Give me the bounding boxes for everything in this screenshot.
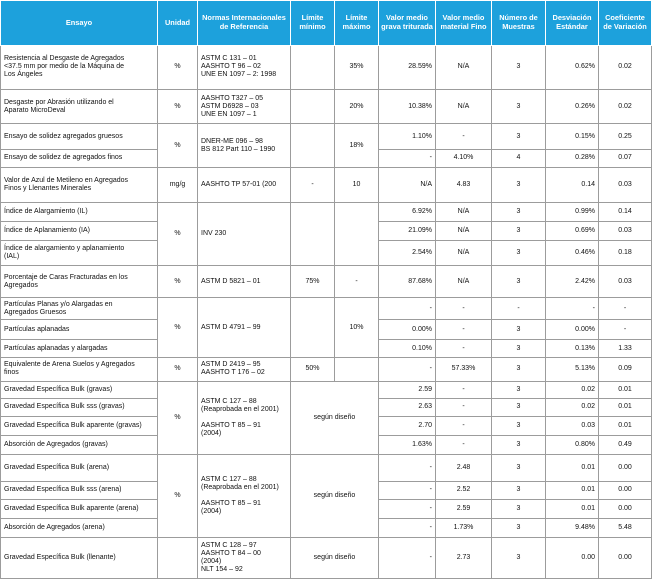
- fino-value-cell: -: [436, 398, 492, 416]
- table-row: [1, 168, 652, 203]
- text-line: Porcentaje de Caras Fracturadas en los: [4, 273, 128, 281]
- desviacion-value-cell: 0.01: [546, 481, 599, 499]
- text-line: <37.5 mm por medio de la Máquina de: [4, 63, 125, 71]
- text-line: Gravedad Específica Bulk aparente (gravas): [4, 421, 142, 429]
- grava-value-cell: -: [379, 481, 436, 499]
- text-line: Desgaste por Abrasión utilizando el: [4, 98, 114, 106]
- ensayo-cell: [1, 518, 158, 538]
- text-line: UNE EN 1097 – 2: 1998: [201, 71, 277, 79]
- text-line: Ensayo de solidez de agregados finos: [4, 154, 123, 162]
- muestras-value-cell: 3: [492, 435, 546, 455]
- text-line: Partículas Planas y/o Alargadas en: [4, 300, 113, 308]
- coeficiente-value-cell: 0.00: [599, 538, 652, 579]
- ensayo-cell: [1, 298, 158, 320]
- fino-value-cell: N/A: [436, 240, 492, 265]
- grava-value-cell: 2.70: [379, 417, 436, 435]
- text-line: AASHTO TP 57-01 (200: [201, 180, 277, 188]
- coeficiente-value-cell: 1.33: [599, 340, 652, 358]
- fino-value-cell: 57.33%: [436, 358, 492, 381]
- table-row: [1, 46, 652, 90]
- fino-value-cell: 2.52: [436, 481, 492, 499]
- limite-min-cell: 75%: [291, 266, 335, 298]
- muestras-value-cell: 3: [492, 340, 546, 358]
- coeficiente-value-cell: 0.03: [599, 266, 652, 298]
- table-row: [1, 538, 652, 579]
- text-line: DNER-ME 096 – 98: [201, 137, 263, 145]
- col-header-normas: Normas Internacionales de Referencia: [198, 1, 291, 46]
- grava-value-cell: 0.00%: [379, 320, 436, 340]
- desviacion-value-cell: 0.14: [546, 168, 599, 203]
- coeficiente-value-cell: 0.18: [599, 240, 652, 265]
- text-line: Agregados: [4, 281, 38, 289]
- muestras-value-cell: 3: [492, 240, 546, 265]
- grava-value-cell: 2.63: [379, 398, 436, 416]
- coeficiente-value-cell: -: [599, 298, 652, 320]
- desviacion-value-cell: 0.28%: [546, 149, 599, 167]
- muestras-value-cell: 3: [492, 358, 546, 381]
- limite-min-cell: [291, 298, 335, 358]
- text-line: Gravedad Específica Bulk (arena): [4, 464, 110, 471]
- fino-value-cell: 1.73%: [436, 518, 492, 538]
- unidad-cell: %: [158, 266, 198, 298]
- normas-cell: [198, 455, 291, 538]
- desviacion-value-cell: 0.01: [546, 500, 599, 518]
- limite-max-cell: 10%: [335, 298, 379, 358]
- text-line: AASHTO T 85 – 91: [201, 500, 261, 508]
- desviacion-value-cell: 0.80%: [546, 435, 599, 455]
- fino-value-cell: -: [436, 320, 492, 340]
- text-line: AASHTO T 96 – 02: [201, 63, 261, 71]
- text-line: AASHTO T 84 – 00: [201, 550, 261, 558]
- col-header-coeficiente: Coeficiente de Variación: [599, 1, 652, 46]
- text-line: (Reaprobada en el 2001): [201, 484, 279, 492]
- fino-value-cell: N/A: [436, 202, 492, 222]
- limites-cell: según diseño: [291, 455, 379, 538]
- normas-cell: [198, 46, 291, 90]
- text-line: Gravedad Específica Bulk aparente (arena): [4, 504, 139, 512]
- fino-value-cell: -: [436, 417, 492, 435]
- text-line: Agregados Gruesos: [4, 308, 67, 316]
- text-line: Absorción de Agregados (arena): [4, 523, 105, 531]
- col-header-grava: Valor medio grava triturada: [379, 1, 436, 46]
- ensayo-cell: [1, 358, 158, 381]
- table-body: [1, 46, 652, 579]
- unidad-cell: %: [158, 46, 198, 90]
- muestras-value-cell: 3: [492, 124, 546, 149]
- grava-value-cell: 6.92%: [379, 202, 436, 222]
- grava-value-cell: -: [379, 518, 436, 538]
- coeficiente-value-cell: 0.25: [599, 124, 652, 149]
- coeficiente-value-cell: 0.02: [599, 46, 652, 90]
- muestras-value-cell: 3: [492, 266, 546, 298]
- coeficiente-value-cell: 0.09: [599, 358, 652, 381]
- muestras-value-cell: 3: [492, 481, 546, 499]
- fino-value-cell: -: [436, 381, 492, 398]
- text-line: INV 230: [201, 229, 227, 237]
- coeficiente-value-cell: 0.02: [599, 89, 652, 124]
- limite-max-cell: -: [335, 266, 379, 298]
- grava-value-cell: 10.38%: [379, 89, 436, 124]
- normas-cell: [198, 89, 291, 124]
- coeficiente-value-cell: 0.00: [599, 500, 652, 518]
- text-line: Equivalente de Arena Suelos y Agregados: [4, 361, 135, 369]
- ensayo-cell: [1, 398, 158, 416]
- ensayo-cell: [1, 202, 158, 222]
- limite-min-cell: [291, 89, 335, 124]
- desviacion-value-cell: 0.26%: [546, 89, 599, 124]
- text-line: (IAL): [4, 252, 20, 260]
- normas-cell: [198, 202, 291, 265]
- text-line: ASTM D6928 – 03: [201, 102, 259, 110]
- unidad-cell: [158, 538, 198, 579]
- ensayo-cell: [1, 46, 158, 90]
- table-row: [1, 298, 652, 320]
- coeficiente-value-cell: 0.49: [599, 435, 652, 455]
- col-header-desviacion: Desviación Estándar: [546, 1, 599, 46]
- col-header-limite-max: Límite máximo: [335, 1, 379, 46]
- text-line: Gravedad Específica Bulk sss (gravas): [4, 403, 125, 411]
- ensayo-cell: [1, 320, 158, 340]
- text-line: Finos y Llenantes Minerales: [4, 184, 92, 192]
- fino-value-cell: -: [436, 435, 492, 455]
- grava-value-cell: -: [379, 298, 436, 320]
- normas-cell: [198, 358, 291, 381]
- grava-value-cell: 2.59: [379, 381, 436, 398]
- text-line: Absorción de Agregados (gravas): [4, 440, 108, 448]
- fino-value-cell: 4.83: [436, 168, 492, 203]
- limite-max-cell: 35%: [335, 46, 379, 90]
- text-line: Índice de alargamiento y aplanamiento: [4, 244, 125, 252]
- desviacion-value-cell: 9.48%: [546, 518, 599, 538]
- text-line: Los Ángeles: [4, 71, 43, 79]
- ensayo-cell: [1, 417, 158, 435]
- text-line: Partículas aplanadas y alargadas: [4, 344, 108, 352]
- grava-value-cell: 87.68%: [379, 266, 436, 298]
- desviacion-value-cell: 0.02: [546, 381, 599, 398]
- coeficiente-value-cell: 0.01: [599, 381, 652, 398]
- text-line: (2004): [201, 558, 222, 566]
- coeficiente-value-cell: 0.00: [599, 455, 652, 482]
- muestras-value-cell: 3: [492, 417, 546, 435]
- grava-value-cell: 1.63%: [379, 435, 436, 455]
- desviacion-value-cell: 2.42%: [546, 266, 599, 298]
- fino-value-cell: -: [436, 124, 492, 149]
- grava-value-cell: 1.10%: [379, 124, 436, 149]
- fino-value-cell: 2.73: [436, 538, 492, 579]
- text-line: Ensayo de solidez agregados gruesos: [4, 132, 123, 140]
- ensayo-cell: [1, 455, 158, 482]
- muestras-value-cell: 3: [492, 46, 546, 90]
- coeficiente-value-cell: 0.03: [599, 222, 652, 240]
- limite-max-cell: 20%: [335, 89, 379, 124]
- unidad-cell: %: [158, 358, 198, 381]
- text-line: Partículas aplanadas: [4, 325, 70, 333]
- normas-cell: [198, 298, 291, 358]
- muestras-value-cell: 3: [492, 538, 546, 579]
- ensayo-cell: [1, 381, 158, 398]
- normas-cell: [198, 168, 291, 203]
- fino-value-cell: 2.59: [436, 500, 492, 518]
- desviacion-value-cell: 0.69%: [546, 222, 599, 240]
- desviacion-value-cell: 0.01: [546, 455, 599, 482]
- limite-min-cell: -: [291, 168, 335, 203]
- ensayo-cell: [1, 340, 158, 358]
- unidad-cell: %: [158, 202, 198, 265]
- grava-value-cell: -: [379, 358, 436, 381]
- normas-cell: [198, 538, 291, 579]
- ensayo-cell: [1, 435, 158, 455]
- ensayo-cell: [1, 481, 158, 499]
- muestras-value-cell: 3: [492, 168, 546, 203]
- text-line: AASHTO T 176 – 02: [201, 369, 265, 377]
- ensayo-cell: [1, 149, 158, 167]
- header-row: [1, 1, 652, 46]
- col-header-muestras: Número de Muestras: [492, 1, 546, 46]
- grava-value-cell: -: [379, 149, 436, 167]
- ensayo-cell: [1, 538, 158, 579]
- desviacion-value-cell: 0.15%: [546, 124, 599, 149]
- desviacion-value-cell: 0.03: [546, 417, 599, 435]
- limite-max-cell: [335, 202, 379, 265]
- text-line: NLT 154 – 92: [201, 566, 243, 574]
- text-line: AASHTO T327 – 05: [201, 94, 263, 102]
- limite-min-cell: 50%: [291, 358, 335, 381]
- ensayo-cell: [1, 266, 158, 298]
- normas-cell: [198, 124, 291, 168]
- grava-value-cell: 2.54%: [379, 240, 436, 265]
- coeficiente-value-cell: 0.01: [599, 398, 652, 416]
- text-line: ASTM C 127 – 88: [201, 476, 257, 484]
- muestras-value-cell: -: [492, 298, 546, 320]
- desviacion-value-cell: 5.13%: [546, 358, 599, 381]
- muestras-value-cell: 3: [492, 381, 546, 398]
- limite-min-cell: [291, 46, 335, 90]
- unidad-cell: %: [158, 381, 198, 455]
- unidad-cell: %: [158, 298, 198, 358]
- limite-max-cell: [335, 358, 379, 381]
- desviacion-value-cell: -: [546, 298, 599, 320]
- ensayo-cell: [1, 124, 158, 149]
- normas-cell: [198, 381, 291, 455]
- muestras-value-cell: 3: [492, 222, 546, 240]
- ensayo-cell: [1, 240, 158, 265]
- desviacion-value-cell: 0.99%: [546, 202, 599, 222]
- text-line: Gravedad Específica Bulk (llenante): [4, 554, 116, 562]
- desviacion-value-cell: 0.00: [546, 538, 599, 579]
- text-line: Gravedad Específica Bulk (gravas): [4, 385, 113, 393]
- limite-max-cell: 18%: [335, 124, 379, 168]
- fino-value-cell: N/A: [436, 222, 492, 240]
- desviacion-value-cell: 0.02: [546, 398, 599, 416]
- muestras-value-cell: 3: [492, 202, 546, 222]
- muestras-value-cell: 4: [492, 149, 546, 167]
- coeficiente-value-cell: 0.00: [599, 481, 652, 499]
- coeficiente-value-cell: 0.01: [599, 417, 652, 435]
- ensayo-cell: [1, 89, 158, 124]
- fino-value-cell: 4.10%: [436, 149, 492, 167]
- text-line: Resistencia al Desgaste de Agregados: [4, 55, 125, 63]
- fino-value-cell: 2.48: [436, 455, 492, 482]
- col-header-ensayo: Ensayo: [1, 1, 158, 46]
- fino-value-cell: N/A: [436, 89, 492, 124]
- limite-max-cell: 10: [335, 168, 379, 203]
- text-line: BS 812 Part 110 – 1990: [201, 145, 276, 153]
- table-row: [1, 124, 652, 149]
- grava-value-cell: -: [379, 455, 436, 482]
- text-line: (Reaprobada en el 2001): [201, 405, 279, 413]
- text-line: ASTM C 127 – 88: [201, 397, 257, 405]
- text-line: (2004): [201, 508, 222, 516]
- table-row: [1, 381, 652, 398]
- fino-value-cell: -: [436, 340, 492, 358]
- table-row: [1, 266, 652, 298]
- muestras-value-cell: 3: [492, 518, 546, 538]
- limites-cell: según diseño: [291, 538, 379, 579]
- ensayo-cell: [1, 222, 158, 240]
- desviacion-value-cell: 0.46%: [546, 240, 599, 265]
- muestras-value-cell: 3: [492, 455, 546, 482]
- coeficiente-value-cell: 0.07: [599, 149, 652, 167]
- fino-value-cell: N/A: [436, 46, 492, 90]
- ensayo-cell: [1, 168, 158, 203]
- coeficiente-value-cell: 5.48: [599, 518, 652, 538]
- unidad-cell: %: [158, 124, 198, 168]
- coeficiente-value-cell: 0.03: [599, 168, 652, 203]
- grava-value-cell: 28.59%: [379, 46, 436, 90]
- grava-value-cell: -: [379, 500, 436, 518]
- coeficiente-value-cell: 0.14: [599, 202, 652, 222]
- text-line: Valor de Azul de Metileno en Agregados: [4, 176, 129, 184]
- unidad-cell: mg/g: [158, 168, 198, 203]
- grava-value-cell: N/A: [379, 168, 436, 203]
- text-line: AASHTO T 85 – 91: [201, 421, 261, 429]
- table-row: [1, 202, 652, 222]
- ensayo-cell: [1, 500, 158, 518]
- text-line: Índice de Alargamiento (IL): [4, 208, 88, 216]
- text-line: (2004): [201, 429, 222, 437]
- desviacion-value-cell: 0.13%: [546, 340, 599, 358]
- normas-cell: [198, 266, 291, 298]
- table-row: [1, 455, 652, 482]
- unidad-cell: %: [158, 89, 198, 124]
- table-row: [1, 89, 652, 124]
- limite-min-cell: [291, 202, 335, 265]
- col-header-fino: Valor medio material Fino: [436, 1, 492, 46]
- text-line: ASTM D 2419 – 95: [201, 361, 261, 369]
- grava-value-cell: 0.10%: [379, 340, 436, 358]
- text-line: finos: [4, 369, 19, 377]
- col-header-unidad: Unidad: [158, 1, 198, 46]
- limites-cell: según diseño: [291, 381, 379, 455]
- text-line: Aparato MicroDeval: [4, 106, 66, 114]
- limite-min-cell: [291, 124, 335, 168]
- text-line: ASTM D 4791 – 99: [201, 323, 261, 331]
- text-line: ASTM C 128 – 97: [201, 542, 257, 550]
- desviacion-value-cell: 0.00%: [546, 320, 599, 340]
- muestras-value-cell: 3: [492, 89, 546, 124]
- muestras-value-cell: 3: [492, 398, 546, 416]
- text-line: UNE EN 1097 – 1: [201, 110, 257, 118]
- coeficiente-value-cell: -: [599, 320, 652, 340]
- grava-value-cell: 21.09%: [379, 222, 436, 240]
- muestras-value-cell: 3: [492, 500, 546, 518]
- text-line: Gravedad Específica Bulk sss (arena): [4, 486, 122, 494]
- table-row: [1, 358, 652, 381]
- fino-value-cell: -: [436, 298, 492, 320]
- col-header-limite-min: Límite mínimo: [291, 1, 335, 46]
- unidad-cell: %: [158, 455, 198, 538]
- text-line: Índice de Aplanamiento (IA): [4, 227, 90, 235]
- text-line: ASTM D 5821 – 01: [201, 277, 261, 285]
- grava-value-cell: -: [379, 538, 436, 579]
- fino-value-cell: N/A: [436, 266, 492, 298]
- desviacion-value-cell: 0.62%: [546, 46, 599, 90]
- text-line: ASTM C 131 – 01: [201, 55, 257, 63]
- muestras-value-cell: 3: [492, 320, 546, 340]
